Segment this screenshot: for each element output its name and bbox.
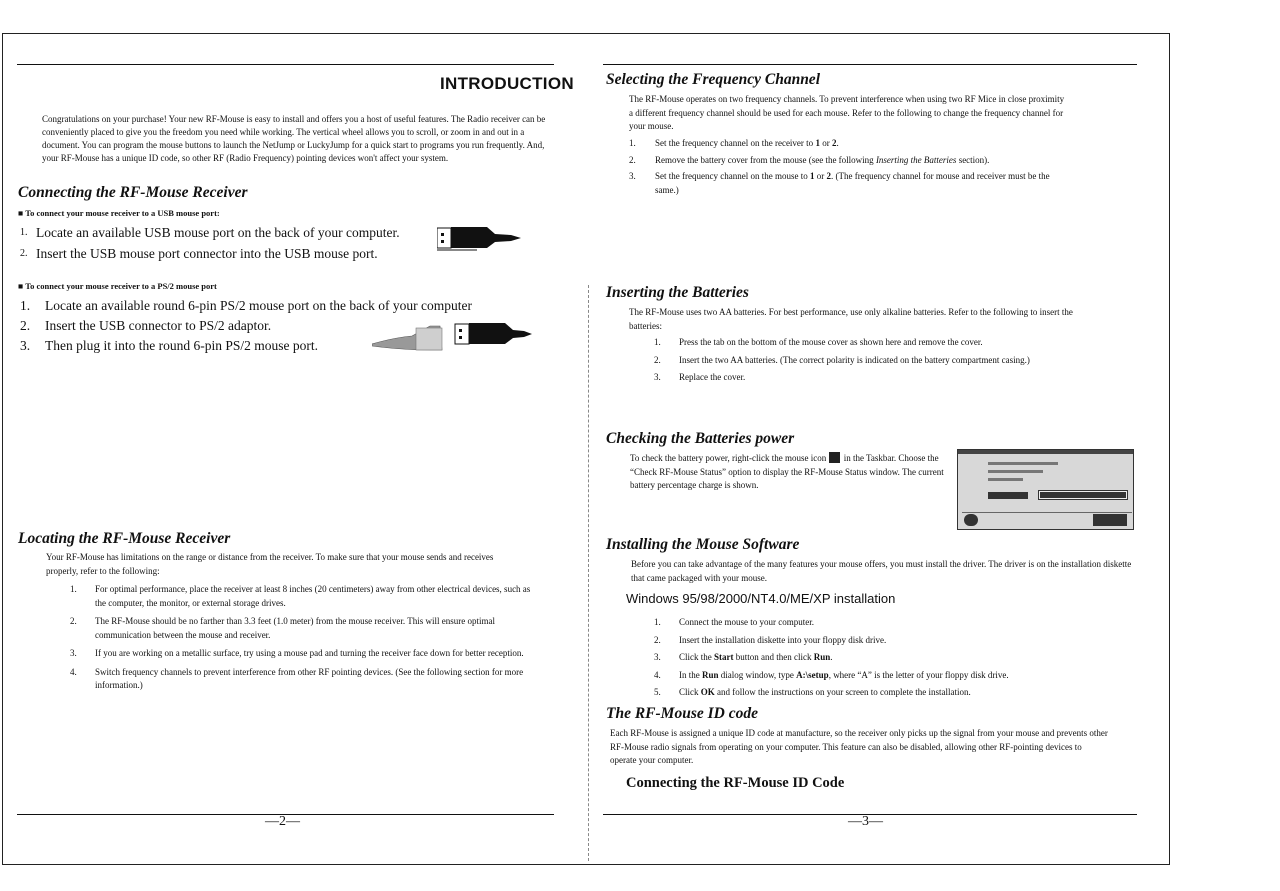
text-run: . [836, 138, 839, 148]
list-item [629, 170, 1059, 197]
software-heading: Installing the Mouse Software [606, 536, 800, 553]
batteries-heading: Inserting the Batteries [606, 284, 749, 301]
list-item [70, 583, 540, 610]
list-item [654, 669, 1114, 683]
item-text: Locate an available USB mouse port on the back of your computer. [36, 225, 400, 240]
id-code-heading: The RF-Mouse ID code [606, 705, 758, 722]
bullet-icon: ■ [18, 281, 24, 291]
text-run: and follow the instructions on your screen to complete the installation. [714, 687, 971, 697]
item-text: The RF-Mouse should be no farther than 3.3 feet (1.0 meter) from the mouse receiver. This will ensure optimal communication between the mouse and receiver. [95, 616, 495, 640]
frequency-heading: Selecting the Frequency Channel [606, 71, 820, 88]
text-run: or [814, 171, 827, 181]
text-run: section). [956, 154, 990, 165]
item-text: If you are working on a metallic surface, try using a mouse pad and turning the receiver face down for better reception. [95, 648, 524, 658]
list-item [70, 647, 540, 661]
list-item [629, 154, 1059, 168]
bold-run: OK [700, 687, 715, 697]
list-item [654, 686, 1114, 700]
top-rule-left [17, 64, 554, 65]
status-window-image [957, 449, 1134, 530]
list-item [654, 354, 1074, 368]
item-number: 4. [654, 669, 661, 680]
item-text: Press the tab on the bottom of the mouse cover as shown here and remove the cover. [679, 337, 983, 347]
intro-paragraph: Congratulations on your purchase! Your new RF-Mouse is easy to install and offers you a host of useful features. The Radio receiver can be conveniently placed to give you the freedom you need while working. The vertical wheel allows you to scroll, or zoom in and out in a document. You can program the mouse buttons to launch the NetJump or LuckyJump for a quick start to programs you run frequently. And, your RF-Mouse has a unique ID code, so other RF (Radio Frequency) pointing devices won't affect your system. [42, 114, 546, 163]
item-number: 2. [20, 248, 28, 259]
usb-steps [20, 222, 430, 264]
item-text: Insert the USB mouse port connector into the USB mouse port. [36, 246, 378, 261]
ps2-subheading [18, 281, 217, 291]
item-number: 2. [70, 616, 77, 626]
item-text: Locate an available round 6-pin PS/2 mouse port on the back of your computer [45, 298, 473, 313]
item-number: 2. [20, 318, 31, 333]
text-run: Click [679, 687, 701, 697]
frequency-steps [629, 137, 1059, 197]
item-text [679, 651, 1114, 665]
bullet-icon: ■ [18, 208, 24, 218]
install-steps [654, 616, 1114, 700]
id-connect-heading: Connecting the RF-Mouse ID Code [626, 775, 845, 791]
item-number: 1. [20, 298, 31, 313]
locating-steps [70, 583, 540, 693]
item-number: 2. [654, 354, 661, 365]
ps2-adaptor-image [372, 320, 534, 354]
text-run: or [819, 138, 832, 148]
item-text: Insert the two AA batteries. (The correct polarity is indicated on the battery compartment casing.) [679, 354, 1030, 365]
item-number: 3. [654, 372, 661, 382]
list-item [20, 243, 430, 264]
item-number: 1. [629, 138, 636, 148]
item-number: 1. [20, 227, 28, 238]
list-item [20, 296, 500, 316]
page-number-left: —2— [265, 814, 300, 829]
bold-run: 1 [809, 171, 815, 181]
id-code-intro: Each RF-Mouse is assigned a unique ID code at manufacture, so the receiver only picks up the signal from your mouse and prevents other RF-Mouse radio signals from operating on your computer. This feature can also be disabled, allowing other RF-pointing devices to operate your computer. [610, 728, 1108, 765]
battery-power-heading: Checking the Batteries power [606, 430, 795, 447]
item-text: Switch frequency channels to prevent interference from other RF pointing devices. (See the following section for more information.) [95, 666, 524, 690]
item-text [679, 686, 1114, 700]
text-run: , where “A” is the letter of your floppy disk drive. [828, 669, 1009, 680]
bold-run: 2 [831, 138, 837, 148]
bold-run: 1 [815, 138, 820, 148]
list-item [654, 634, 1114, 648]
page-number-right: —3— [848, 814, 883, 829]
text-run: In the [679, 669, 702, 680]
locating-intro: Your RF-Mouse has limitations on the range or distance from the receiver. To make sure that your mouse sends and receives properly, refer to the following: [46, 552, 494, 576]
item-text [655, 154, 1025, 168]
list-item [654, 371, 1074, 385]
text-run: in the Taskbar. Choose the “Check RF-Mouse Status” option to display the RF-Mouse Status window. The current battery percentage charge is shown. [630, 453, 944, 490]
list-item [654, 616, 1114, 630]
battery-power-text [630, 452, 955, 493]
item-text: For optimal performance, place the receiver at least 8 inches (20 centimeters) away from other electrical devices, such as the computer, the monitor, or external storage drives. [95, 584, 531, 608]
bold-run: A:\setup [796, 669, 829, 680]
list-item [70, 615, 540, 642]
text-run: . [830, 652, 833, 662]
item-text [655, 137, 1059, 151]
text-run: Click the [679, 652, 714, 662]
usb-subheading [18, 208, 220, 218]
item-number: 1. [70, 584, 77, 594]
bold-run: Start [714, 652, 734, 662]
item-text [679, 669, 1114, 683]
text-run: To check the battery power, right-click the mouse icon [630, 453, 827, 463]
top-rule-right [603, 64, 1137, 65]
connecting-heading: Connecting the RF-Mouse Receiver [18, 184, 248, 201]
list-item [20, 222, 430, 243]
item-text: Then plug it into the round 6-pin PS/2 mouse port. [45, 338, 318, 353]
item-number: 3. [654, 652, 661, 662]
bold-run: 2 [826, 171, 831, 181]
list-item [654, 336, 1074, 350]
locating-heading: Locating the RF-Mouse Receiver [18, 530, 231, 547]
text-run: button and then click [733, 652, 814, 662]
text-run: Remove the battery cover from the mouse (see the following [655, 154, 876, 165]
item-text: Connect the mouse to your computer. [679, 617, 814, 627]
item-number: 3. [629, 171, 636, 181]
list-item [70, 666, 540, 693]
bold-run: Run [702, 669, 719, 680]
item-text: Insert the installation diskette into your floppy disk drive. [679, 634, 887, 645]
windows-install-heading: Windows 95/98/2000/NT4.0/ME/XP installation [626, 591, 896, 606]
ps2-subheading-text: To connect your mouse receiver to a PS/2 mouse port [25, 281, 217, 291]
item-number: 2. [654, 634, 661, 645]
list-item [629, 137, 1059, 151]
text-run: dialog window, type [718, 669, 797, 680]
batteries-intro: The RF-Mouse uses two AA batteries. For best performance, use only alkaline batteries. Refer to the following to insert the batteries: [629, 307, 1073, 331]
mouse-tray-icon [829, 452, 840, 463]
item-number: 4. [70, 666, 77, 677]
text-run: Set the frequency channel on the mouse to [655, 171, 810, 181]
item-number: 1. [654, 337, 661, 347]
list-item [654, 651, 1114, 665]
item-number: 1. [654, 617, 661, 627]
text-run: Set the frequency channel on the receiver to [655, 138, 816, 148]
item-text: Insert the USB connector to PS/2 adaptor. [45, 318, 272, 333]
bold-run: Run [813, 652, 831, 662]
page-title: INTRODUCTION [440, 74, 574, 93]
item-number: 3. [70, 648, 77, 658]
item-text [655, 170, 1055, 197]
software-intro: Before you can take advantage of the many features your mouse offers, you must install the driver. The driver is on the installation diskette that came packaged with your mouse. [631, 559, 1132, 583]
batteries-steps [654, 336, 1074, 385]
item-number: 3. [20, 338, 31, 353]
item-number: 5. [654, 687, 661, 697]
item-number: 2. [629, 154, 636, 165]
usb-subheading-text: To connect your mouse receiver to a USB mouse port: [25, 208, 220, 218]
text-run: . (The frequency channel for mouse and receiver must be the same.) [655, 171, 1050, 195]
frequency-intro: The RF-Mouse operates on two frequency channels. To prevent interference when using two RF Mice in close proximity a different frequency channel should be used for each mouse. Refer to the following to change the frequency channel for your mouse. [629, 94, 1065, 131]
item-text: Replace the cover. [679, 372, 746, 382]
fold-line [588, 285, 589, 861]
usb-plug-image [437, 224, 523, 254]
italic-run: Inserting the Batteries [875, 154, 957, 165]
